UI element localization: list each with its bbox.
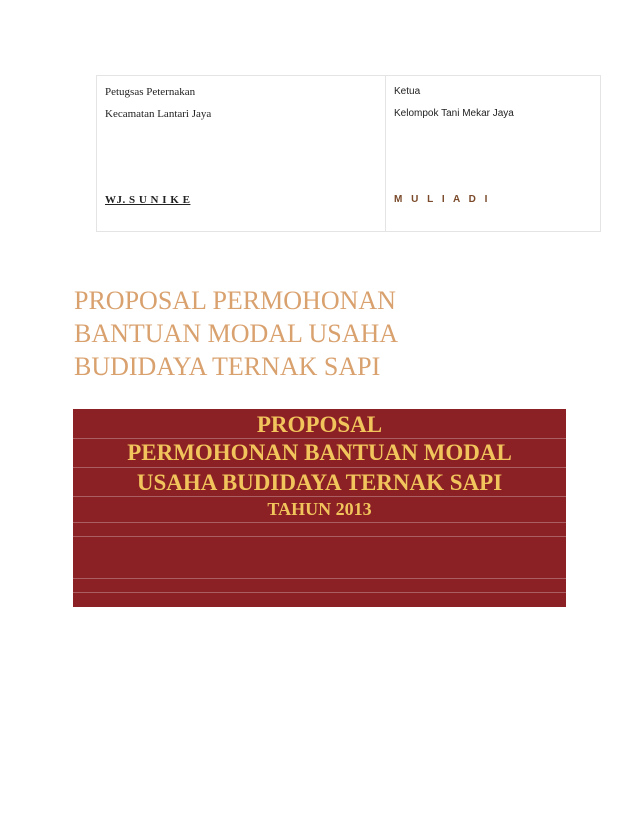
cover-line-proposal: PROPOSAL: [256, 412, 383, 437]
table-row-divider: [73, 467, 566, 468]
signature-cell-left: [97, 76, 386, 231]
cover-line-request: PERMOHONAN BANTUAN MODAL: [127, 440, 512, 465]
signature-cell-right: [386, 76, 600, 231]
left-subtitle-line: Kecamatan Lantari Jaya: [105, 108, 212, 120]
document-title-line: BUDIDAYA TERNAK SAPI: [74, 352, 381, 381]
right-title-line: Ketua: [394, 86, 421, 97]
table-row-divider: [73, 496, 566, 497]
cover-banner: [73, 409, 566, 607]
table-row-divider: [73, 536, 566, 537]
right-signatory-name: M U L I A D I: [394, 194, 491, 205]
document-title-line: PROPOSAL PERMOHONAN: [74, 286, 396, 315]
left-title-line: Petugsas Peternakan: [105, 86, 196, 98]
left-signatory-name: WJ. S U N I K E: [105, 194, 191, 206]
right-subtitle-line: Kelompok Tani Mekar Jaya: [394, 108, 514, 119]
table-row-divider: [73, 438, 566, 439]
signature-table: [96, 75, 601, 232]
table-row-divider: [73, 522, 566, 523]
table-row-divider: [73, 578, 566, 579]
cover-line-year: TAHUN 2013: [267, 499, 372, 519]
document-title-line: BANTUAN MODAL USAHA: [74, 319, 399, 348]
table-row-divider: [73, 592, 566, 593]
document-title: [74, 284, 574, 383]
cover-line-business: USAHA BUDIDAYA TERNAK SAPI: [136, 470, 503, 495]
